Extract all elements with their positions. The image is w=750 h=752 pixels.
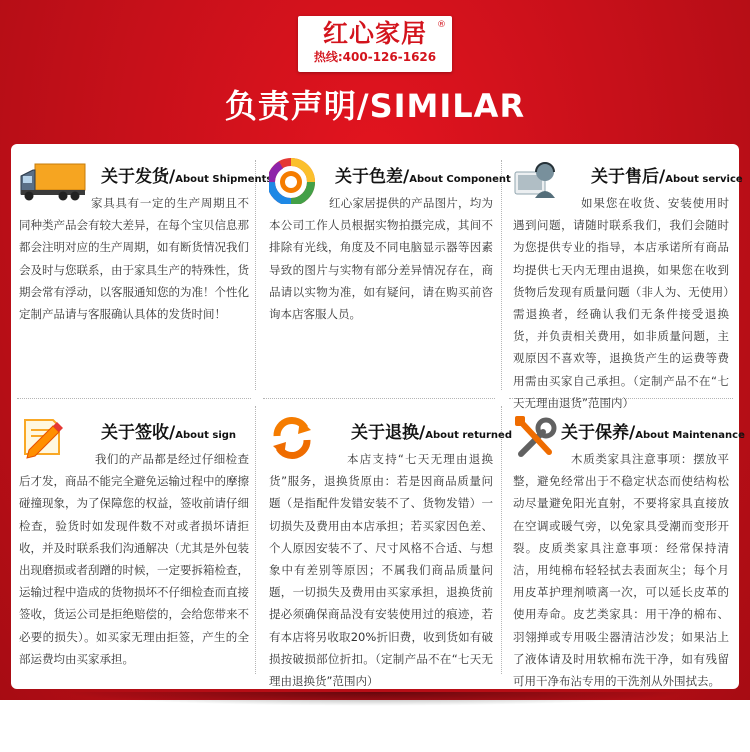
column-divider [255,160,256,390]
brand-logo [298,16,452,72]
panel-shadow [60,692,690,706]
section-text: 家具具有一定的生产周期且不同种类产品会有较大差异，在每个宝贝信息那都会注明对应的生产周期，如有断货情况我们会及时与您联系，由于家具生产的特殊性，货期会常有浮动，以客服通知您的为准！个性化定制产品请与客服确认具体的发货时间！ [19,196,249,322]
column-divider [255,406,256,674]
column-divider [501,160,502,390]
section-title: 关于售后/About service [591,167,743,187]
section-text: 本店支持“七天无理由退换货”服务，退换货原由：若是因商品质量问题（是指配件发错安装不了、货物发错）一切损失及费用由本店承担；若买家因色差、个人原因安装不了、尺寸风格不合适、与想象中有差别等原因；不属我们商品质量问题，一切损失及费用由买家承担，退换货前提必须确保商品没有安装使用过的痕迹，若有本店将另收取20%折旧费，收到货如有破损按破损部位折扣。（定制产品不在“七天无理由退换货”范围内） [269,452,493,689]
page-title: 负责声明/SIMILAR [224,87,526,125]
registered-mark: ® [437,20,446,30]
column-divider [501,406,502,674]
section-title: 关于签收/About sign [101,423,237,443]
section-title: 关于退换/About returned [351,423,512,443]
section-text: 如果您在收货、安装使用时遇到问题，请随时联系我们，我们会随时为您提供专业的指导，本店承诺所有商品均提供七天内无理由退换，如果您在收到货物后发现有质量问题（非人为、无使用）需退换者，经确认我们无条件接受退换货，并负责相关费用，如非质量问题，主观原因不喜欢等，退换货产生的运费等费用需由买家自己承担。（定制产品不在“七天无理由退货”范围内） [513,196,729,410]
brand-hotline: 热线:400-126-1626 [313,50,437,64]
section-title: 关于发货/About Shipments [101,167,273,187]
section-text: 木质类家具注意事项：摆放平整，避免经常出于不稳定状态而使结构松动尽量避免阳光直射，不要将家具直接放在空调或暖气旁，以免家具受潮而变形开裂。皮质类家具注意事项：经常保持清洁，用纯棉布轻轻拭去表面灰尘；每个月用皮革护理剂喷离一次，可以延长皮革的使用寿命。皮艺类家具：用干净的棉布、羽翎掸或专用吸尘器清洁沙发；如果沾上了液体请及时用软棉布洗干净，如有残留可用干净布沾专用的干洗剂从外围拭去。 [513,452,729,689]
section-text: 红心家居提供的产品图片，均为本公司工作人员根据实物拍摄完成，其间不排除有光线，角度及不同电脑显示器等因素导致的图片与实物有部分差异情况存在，商品请以实物为准，如有疑问，请在购买前咨询本店客服人员。 [269,196,493,322]
row-divider [263,398,495,399]
section-title: 关于色差/About Component [335,167,511,187]
row-divider [17,398,251,399]
section-title: 关于保养/About Maintenance [561,423,745,443]
content-panel [11,144,745,689]
brand-name: 红心家居 [322,19,427,48]
section-text: 我们的产品都是经过仔细检查后才发，商品不能完全避免运输过程中的摩擦碰撞现象，为了保障您的权益，签收前请仔细检查，验货时如发现件数不对或者损坏请拒收，并及时联系我们沟通解决（尤其是外包装出现磨损或者刮蹭的时候，一定要拆箱检查，运输过程中造成的货物损坏不仔细检查而直接签收，货运公司是拒绝赔偿的，会给您带来不必要的损失）。如买家无理由拒签，产生的全部运费均由买家承担。 [19,452,249,666]
